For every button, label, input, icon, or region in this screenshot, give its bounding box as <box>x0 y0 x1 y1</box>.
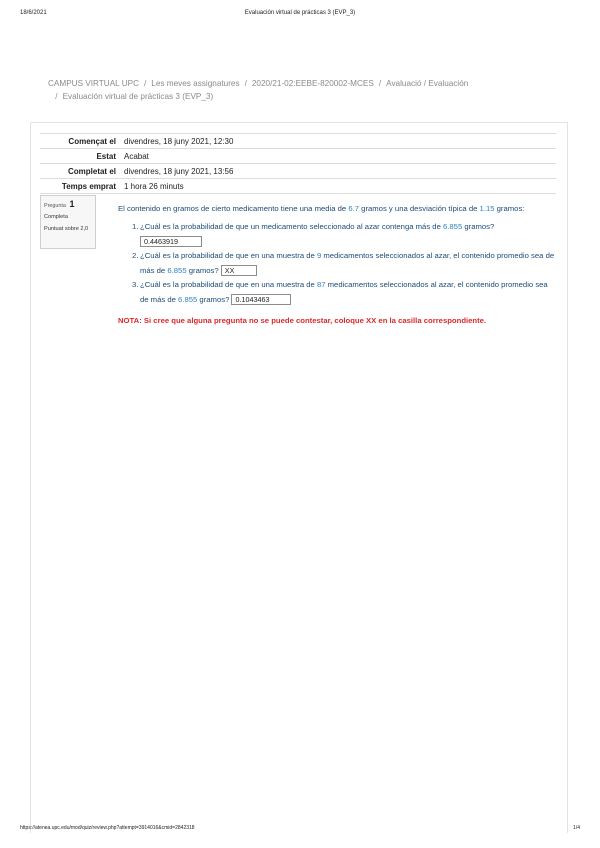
breadcrumb-evaluation[interactable]: Avaluació / Evaluación <box>386 79 469 88</box>
breadcrumb-separator: / <box>55 92 58 101</box>
subquestion-list <box>118 220 558 307</box>
summary-label: Temps emprat <box>61 181 116 191</box>
print-header <box>20 10 580 22</box>
breadcrumb-separator: / <box>244 79 247 88</box>
summary-row-completed <box>40 164 556 179</box>
summary-label: Estat <box>96 151 116 161</box>
question-intro: El contenido en gramos de cierto medicamento tiene una media de 6.7 gramos y una desviación típica de 1.15 gramos: <box>118 204 525 213</box>
question-body <box>118 203 558 325</box>
question-number: 1 <box>69 199 75 209</box>
subquestion-1: 1. ¿Cuál es la probabilidad de que un medicamento seleccionado al azar contenga más de 6.855 gramos? 0.4463919 <box>118 220 558 249</box>
print-footer <box>20 825 580 835</box>
summary-label: Completat el <box>67 166 116 176</box>
print-url: https://atenea.upc.edu/mod/quiz/review.php?attempt=3914016&cmid=2842318 <box>20 825 195 831</box>
print-date: 18/6/2021 <box>20 10 47 16</box>
sd-value: 1.15 <box>479 204 495 213</box>
summary-value: 1 hora 26 minuts <box>124 181 184 191</box>
summary-value: Acabat <box>124 151 149 161</box>
attempt-summary-table <box>40 133 556 194</box>
breadcrumb <box>48 77 528 103</box>
print-title: Evaluación virtual de prácticas 3 (EVP_3) <box>244 10 356 16</box>
question-info-box <box>40 195 96 249</box>
summary-value: divendres, 18 juny 2021, 13:56 <box>124 166 234 176</box>
summary-value: divendres, 18 juny 2021, 12:30 <box>124 136 234 146</box>
breadcrumb-separator: / <box>378 79 382 88</box>
page-number: 1/4 <box>573 825 580 831</box>
breadcrumb-course[interactable]: 2020/21-02:EEBE-820002-MCES <box>251 79 374 88</box>
answer-2-input[interactable] <box>221 265 257 276</box>
mean-value: 6.7 <box>348 204 360 213</box>
answer-1-input[interactable] <box>140 236 202 247</box>
summary-row-started <box>40 134 556 149</box>
breadcrumb-quiz[interactable]: Evaluación virtual de prácticas 3 (EVP_3) <box>62 92 214 101</box>
summary-row-state <box>40 149 556 164</box>
subquestion-3: 3. ¿Cuál es la probabilidad de que en una muestra de 87 medicamentos seleccionados al azar, el contenido promedio sea de más de 6.855 gramos? 0.1043463 <box>118 278 558 307</box>
breadcrumb-separator: / <box>144 79 147 88</box>
summary-label: Començat el <box>68 136 116 146</box>
question-number-label: Pregunta <box>44 203 66 209</box>
answer-3-input[interactable] <box>231 294 291 305</box>
summary-row-time-taken <box>40 179 556 194</box>
subquestion-2: 2. ¿Cuál es la probabilidad de que en una muestra de 9 medicamentos seleccionados al azar, el contenido promedio sea de más de 6.855 gramos? XX <box>118 249 558 278</box>
breadcrumb-campus[interactable]: CAMPUS VIRTUAL UPC <box>48 79 139 88</box>
question-state: Completa <box>44 214 68 220</box>
breadcrumb-my-courses[interactable]: Les meves assignatures <box>151 79 240 88</box>
note-text: NOTA: Si cree que alguna pregunta no se puede contestar, coloque XX en la casilla correspondiente. <box>118 316 487 325</box>
question-grade: Puntuat sobre 2,0 <box>44 226 89 232</box>
